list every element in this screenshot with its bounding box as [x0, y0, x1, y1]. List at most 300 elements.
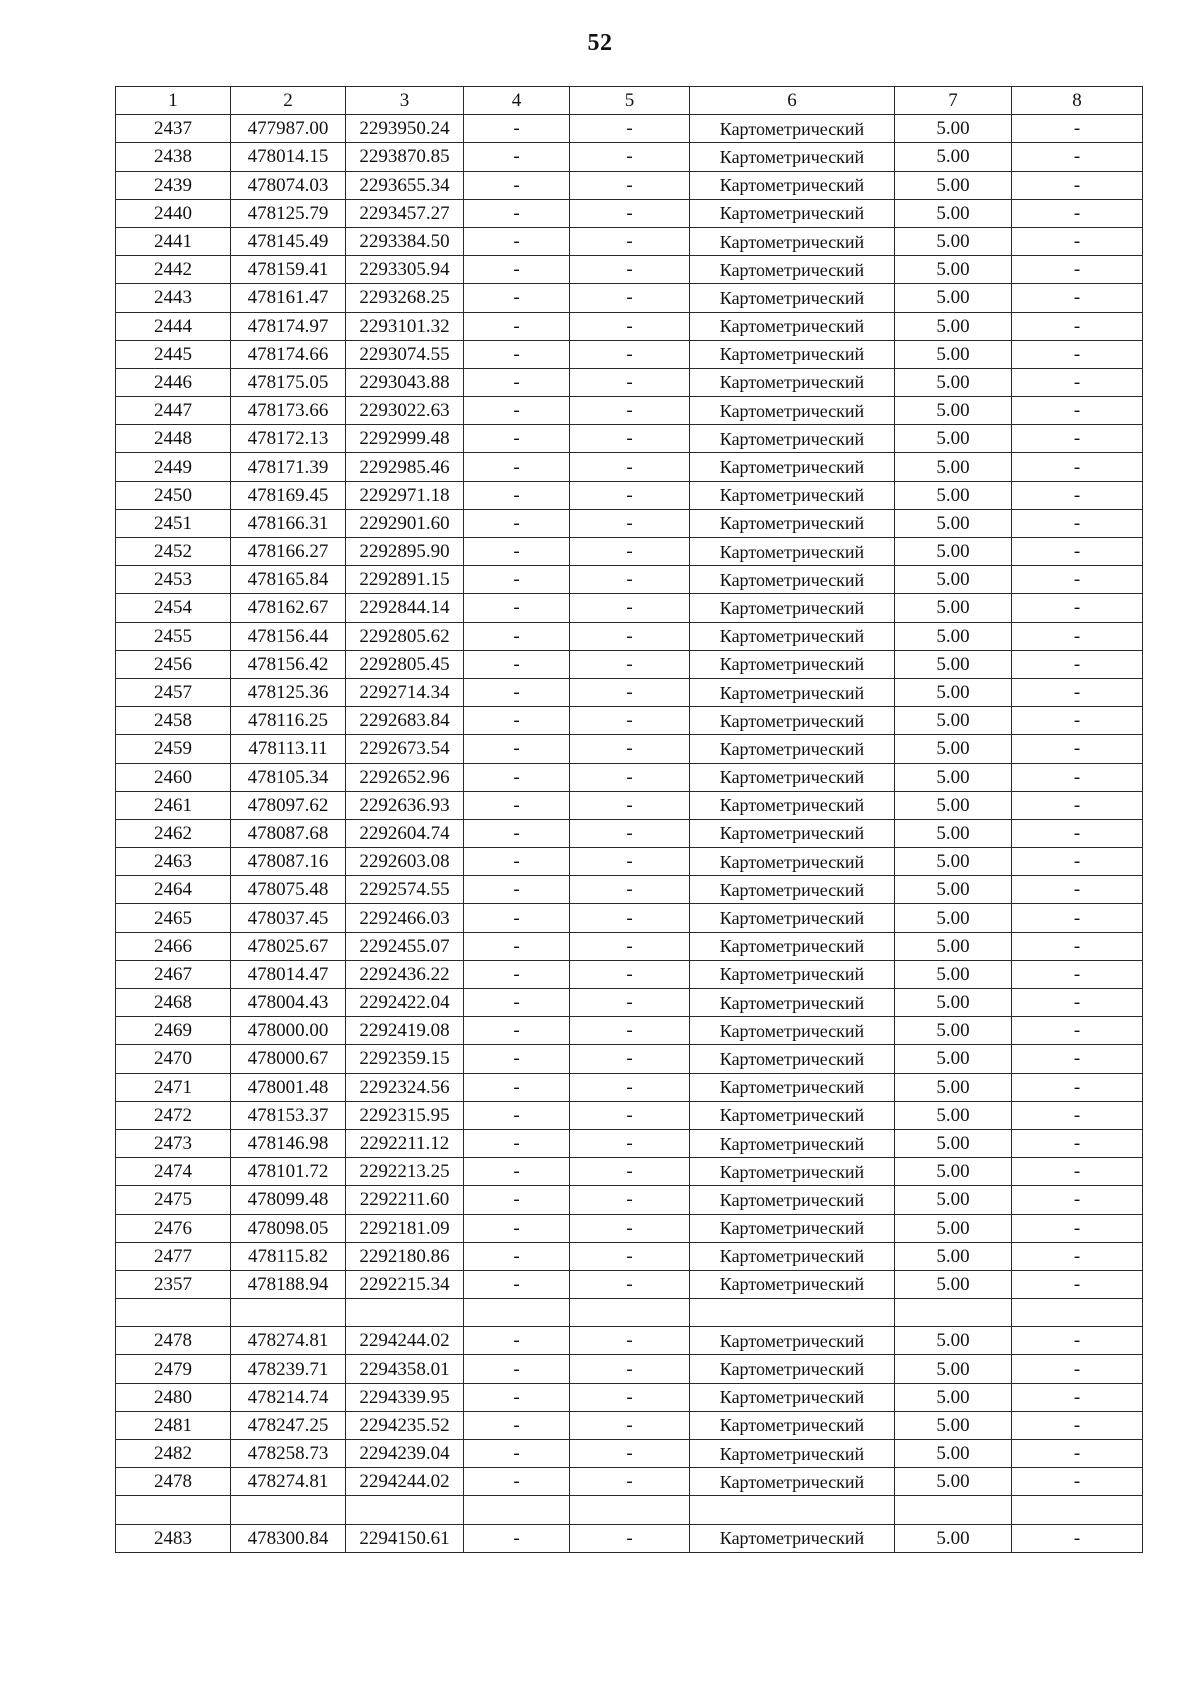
table-cell: 5.00 [895, 848, 1012, 876]
table-cell: 2292419.08 [346, 1017, 464, 1045]
table-cell: - [570, 1524, 690, 1552]
table-cell: 2293655.34 [346, 171, 464, 199]
table-cell: 5.00 [895, 312, 1012, 340]
table-row [116, 566, 1143, 594]
table-cell: 5.00 [895, 1524, 1012, 1552]
table-cell: - [570, 960, 690, 988]
table-cell: 5.00 [895, 368, 1012, 396]
table-cell: - [1012, 284, 1143, 312]
table-row [116, 1101, 1143, 1129]
table-cell: - [464, 481, 570, 509]
table-cell: - [464, 566, 570, 594]
table-cell: 2455 [116, 622, 231, 650]
column-header: 6 [690, 87, 895, 115]
table-cell: - [570, 1073, 690, 1101]
table-row [116, 904, 1143, 932]
table-cell: - [464, 1129, 570, 1157]
table-cell: - [1012, 538, 1143, 566]
table-cell: 478105.34 [231, 763, 346, 791]
table-cell: - [1012, 678, 1143, 706]
table-row [116, 1045, 1143, 1073]
table-cell: 5.00 [895, 256, 1012, 284]
table-cell: 478166.31 [231, 509, 346, 537]
table-cell: - [1012, 707, 1143, 735]
table-cell: 2470 [116, 1045, 231, 1073]
table-row [116, 1158, 1143, 1186]
table-cell: 2292999.48 [346, 425, 464, 453]
table-cell: 2482 [116, 1440, 231, 1468]
table-cell: 2464 [116, 876, 231, 904]
table-cell: 5.00 [895, 1355, 1012, 1383]
table-cell: 5.00 [895, 594, 1012, 622]
table-row [116, 932, 1143, 960]
table-cell: 478146.98 [231, 1129, 346, 1157]
table-cell: - [570, 1411, 690, 1439]
table-cell: 2293305.94 [346, 256, 464, 284]
table-cell: - [570, 227, 690, 255]
table-cell: 478014.47 [231, 960, 346, 988]
table-cell: 478037.45 [231, 904, 346, 932]
table-cell: Картометрический [690, 340, 895, 368]
table-cell: - [464, 1242, 570, 1270]
table-cell: Картометрический [690, 1242, 895, 1270]
table-cell: 2293268.25 [346, 284, 464, 312]
table-cell: 2292215.34 [346, 1270, 464, 1298]
table-cell: - [464, 763, 570, 791]
table-cell: - [570, 425, 690, 453]
table-cell: Картометрический [690, 1468, 895, 1496]
table-cell: - [464, 1383, 570, 1411]
table-cell: 478175.05 [231, 368, 346, 396]
table-cell: - [570, 1440, 690, 1468]
table-cell: 478172.13 [231, 425, 346, 453]
table-row [116, 312, 1143, 340]
table-cell: 5.00 [895, 115, 1012, 143]
table-cell: 2441 [116, 227, 231, 255]
table-row [116, 1327, 1143, 1355]
table-cell: - [1012, 622, 1143, 650]
table-cell: - [570, 1383, 690, 1411]
table-cell: - [464, 453, 570, 481]
table-row [116, 735, 1143, 763]
table-cell: - [464, 199, 570, 227]
table-cell: Картометрический [690, 989, 895, 1017]
table-cell: 5.00 [895, 199, 1012, 227]
table-cell: - [570, 312, 690, 340]
table-cell: 478165.84 [231, 566, 346, 594]
table-cell: 5.00 [895, 143, 1012, 171]
table-cell: 478125.79 [231, 199, 346, 227]
table-cell: - [570, 1214, 690, 1242]
table-cell: 2445 [116, 340, 231, 368]
table-cell: - [1012, 312, 1143, 340]
table-cell: Картометрический [690, 848, 895, 876]
table-cell: 2292673.54 [346, 735, 464, 763]
table-cell: - [570, 284, 690, 312]
table-cell: 2439 [116, 171, 231, 199]
table-row [116, 1411, 1143, 1439]
table-cell: 478156.44 [231, 622, 346, 650]
table-cell: 2462 [116, 819, 231, 847]
table-cell: - [464, 1158, 570, 1186]
table-cell: Картометрический [690, 1270, 895, 1298]
table-cell: - [570, 819, 690, 847]
table-cell: 5.00 [895, 932, 1012, 960]
table-cell: - [464, 1468, 570, 1496]
table-cell: - [1012, 791, 1143, 819]
table-cell: - [464, 1045, 570, 1073]
table-cell: - [570, 368, 690, 396]
table-cell: 2478 [116, 1327, 231, 1355]
table-cell: Картометрический [690, 481, 895, 509]
table-cell: 2292895.90 [346, 538, 464, 566]
table-cell [1012, 1496, 1143, 1524]
table-row [116, 1355, 1143, 1383]
table-cell: 2480 [116, 1383, 231, 1411]
table-row [116, 763, 1143, 791]
table-cell: - [570, 932, 690, 960]
table-cell: 478274.81 [231, 1327, 346, 1355]
table-cell: 2472 [116, 1101, 231, 1129]
table-cell: - [570, 1468, 690, 1496]
table-cell: 478174.66 [231, 340, 346, 368]
table-cell: 5.00 [895, 425, 1012, 453]
table-cell: Картометрический [690, 425, 895, 453]
table-cell: 2292714.34 [346, 678, 464, 706]
table-cell: - [570, 256, 690, 284]
table-cell: - [570, 904, 690, 932]
table-cell: 478075.48 [231, 876, 346, 904]
table-cell: - [570, 171, 690, 199]
table-row [116, 171, 1143, 199]
table-cell: 478116.25 [231, 707, 346, 735]
table-cell: - [1012, 1129, 1143, 1157]
table-cell: 2292901.60 [346, 509, 464, 537]
table-cell: 2294244.02 [346, 1468, 464, 1496]
table-cell: 2456 [116, 650, 231, 678]
table-cell: 2292636.93 [346, 791, 464, 819]
table-cell [231, 1496, 346, 1524]
table-cell: - [464, 1327, 570, 1355]
table-cell: Картометрический [690, 1383, 895, 1411]
table-cell: - [464, 115, 570, 143]
table-cell: - [1012, 1186, 1143, 1214]
coordinates-table [115, 86, 1143, 1553]
table-cell: - [1012, 989, 1143, 1017]
table-cell: - [464, 340, 570, 368]
table-cell: 2293457.27 [346, 199, 464, 227]
table-row [116, 819, 1143, 847]
table-cell: - [570, 143, 690, 171]
table-cell: 2292844.14 [346, 594, 464, 622]
table-cell: 5.00 [895, 791, 1012, 819]
table-cell: - [1012, 904, 1143, 932]
table-cell: Картометрический [690, 566, 895, 594]
table-row [116, 509, 1143, 537]
table-cell: - [570, 735, 690, 763]
table-row [116, 594, 1143, 622]
table-cell: - [464, 1101, 570, 1129]
table-cell: - [570, 678, 690, 706]
table-cell: - [1012, 1045, 1143, 1073]
table-cell: 478239.71 [231, 1355, 346, 1383]
table-cell: 478101.72 [231, 1158, 346, 1186]
table-cell: 2458 [116, 707, 231, 735]
table-cell: Картометрический [690, 876, 895, 904]
table-cell: 478001.48 [231, 1073, 346, 1101]
table-cell: 2292422.04 [346, 989, 464, 1017]
column-header: 1 [116, 87, 231, 115]
table-cell: - [464, 1355, 570, 1383]
table-cell: 478171.39 [231, 453, 346, 481]
table-cell: 2293022.63 [346, 397, 464, 425]
table-cell: 5.00 [895, 1411, 1012, 1439]
table-row [116, 622, 1143, 650]
table-cell: Картометрический [690, 1327, 895, 1355]
table-cell: - [464, 1270, 570, 1298]
table-row [116, 397, 1143, 425]
table-cell: 5.00 [895, 735, 1012, 763]
table-cell: - [1012, 594, 1143, 622]
table-cell: - [1012, 1355, 1143, 1383]
table-cell: - [464, 284, 570, 312]
table-cell: - [570, 566, 690, 594]
table-cell: - [464, 143, 570, 171]
table-row [116, 707, 1143, 735]
table-cell: 2454 [116, 594, 231, 622]
table-cell: 2293950.24 [346, 115, 464, 143]
table-row [116, 256, 1143, 284]
table-cell: 478014.15 [231, 143, 346, 171]
column-header: 8 [1012, 87, 1143, 115]
table-cell: - [1012, 1158, 1143, 1186]
table-cell: 2452 [116, 538, 231, 566]
table-cell: - [1012, 1524, 1143, 1552]
table-cell: 2292180.86 [346, 1242, 464, 1270]
table-cell: Картометрический [690, 1355, 895, 1383]
table-cell: 478156.42 [231, 650, 346, 678]
table-cell: - [570, 848, 690, 876]
table-cell: 5.00 [895, 566, 1012, 594]
table-cell: - [1012, 1242, 1143, 1270]
table-cell: 2449 [116, 453, 231, 481]
table-cell [346, 1496, 464, 1524]
table-cell: 5.00 [895, 538, 1012, 566]
table-row [116, 1242, 1143, 1270]
table-cell: - [1012, 199, 1143, 227]
table-row [116, 876, 1143, 904]
table-cell: - [1012, 1383, 1143, 1411]
table-cell: 2440 [116, 199, 231, 227]
table-row [116, 453, 1143, 481]
table-cell: - [570, 1186, 690, 1214]
table-cell: - [570, 340, 690, 368]
table-cell: Картометрический [690, 904, 895, 932]
table-cell: 2471 [116, 1073, 231, 1101]
table-cell: 478115.82 [231, 1242, 346, 1270]
table-cell: 2481 [116, 1411, 231, 1439]
table-cell: - [1012, 566, 1143, 594]
table-cell: - [570, 397, 690, 425]
table-cell: - [464, 425, 570, 453]
table-cell: Картометрический [690, 1158, 895, 1186]
table-cell: Картометрический [690, 171, 895, 199]
table-cell: 2444 [116, 312, 231, 340]
table-cell: 2292181.09 [346, 1214, 464, 1242]
table-cell: Картометрический [690, 1411, 895, 1439]
table-cell: Картометрический [690, 1129, 895, 1157]
table-cell: 2437 [116, 115, 231, 143]
table-cell: - [1012, 143, 1143, 171]
table-cell: - [1012, 397, 1143, 425]
table-cell: - [1012, 763, 1143, 791]
table-cell: - [1012, 256, 1143, 284]
table-cell: 5.00 [895, 397, 1012, 425]
table-row [116, 791, 1143, 819]
table-cell: - [1012, 876, 1143, 904]
table-row [116, 848, 1143, 876]
table-cell [895, 1299, 1012, 1327]
table-cell [464, 1299, 570, 1327]
table-cell: 5.00 [895, 678, 1012, 706]
table-cell: - [464, 735, 570, 763]
table-row [116, 1129, 1143, 1157]
table-cell: 478159.41 [231, 256, 346, 284]
table-cell: 2459 [116, 735, 231, 763]
table-cell [1012, 1299, 1143, 1327]
table-cell: - [570, 1355, 690, 1383]
table-cell: Картометрический [690, 199, 895, 227]
table-cell: 2292603.08 [346, 848, 464, 876]
table-cell: Картометрический [690, 368, 895, 396]
table-cell: - [464, 397, 570, 425]
table-cell: - [570, 1242, 690, 1270]
table-row [116, 989, 1143, 1017]
table-cell: 5.00 [895, 1101, 1012, 1129]
table-cell: 2294358.01 [346, 1355, 464, 1383]
table-cell: - [464, 256, 570, 284]
table-cell: - [464, 960, 570, 988]
table-cell: - [464, 932, 570, 960]
table-cell: 2477 [116, 1242, 231, 1270]
table-cell: - [570, 538, 690, 566]
table-cell: - [1012, 171, 1143, 199]
table-cell: - [464, 368, 570, 396]
table-cell: 2461 [116, 791, 231, 819]
table-cell: Картометрический [690, 707, 895, 735]
table-cell: 2357 [116, 1270, 231, 1298]
table-cell: 2453 [116, 566, 231, 594]
table-header-row [116, 87, 1143, 115]
table-cell: - [1012, 1440, 1143, 1468]
table-cell: 5.00 [895, 1158, 1012, 1186]
table-cell: 2292324.56 [346, 1073, 464, 1101]
table-cell: 2447 [116, 397, 231, 425]
table-cell: - [1012, 848, 1143, 876]
table-cell: 2442 [116, 256, 231, 284]
table-cell: - [464, 989, 570, 1017]
table-cell: - [464, 1186, 570, 1214]
table-cell: - [1012, 481, 1143, 509]
table-cell: Картометрический [690, 735, 895, 763]
table-row [116, 284, 1143, 312]
table-cell: 5.00 [895, 707, 1012, 735]
table-cell: - [1012, 1101, 1143, 1129]
table-cell: 478099.48 [231, 1186, 346, 1214]
table-cell: 2292971.18 [346, 481, 464, 509]
table-cell: - [570, 1101, 690, 1129]
table-cell: - [570, 481, 690, 509]
table-cell: 2466 [116, 932, 231, 960]
table-row [116, 1270, 1143, 1298]
table-cell: - [570, 1045, 690, 1073]
table-cell: - [1012, 227, 1143, 255]
table-cell: - [464, 312, 570, 340]
table-row [116, 1383, 1143, 1411]
table-cell: 2292891.15 [346, 566, 464, 594]
table-cell: Картометрический [690, 284, 895, 312]
table-cell: - [1012, 340, 1143, 368]
table-row [116, 1524, 1143, 1552]
table-cell: Картометрический [690, 791, 895, 819]
table-cell: - [464, 819, 570, 847]
table-cell [231, 1299, 346, 1327]
table-cell: Картометрический [690, 453, 895, 481]
table-cell: - [464, 848, 570, 876]
table-cell: - [1012, 453, 1143, 481]
table-row [116, 425, 1143, 453]
table-cell: 2292683.84 [346, 707, 464, 735]
table-cell [570, 1496, 690, 1524]
table-cell: 5.00 [895, 1270, 1012, 1298]
table-cell: 5.00 [895, 1017, 1012, 1045]
table-cell: 2463 [116, 848, 231, 876]
table-cell: 5.00 [895, 171, 1012, 199]
table-cell: 5.00 [895, 819, 1012, 847]
table-row [116, 143, 1143, 171]
table-cell: - [570, 650, 690, 678]
table-cell: 5.00 [895, 1129, 1012, 1157]
table-cell: 478025.67 [231, 932, 346, 960]
table-cell: 2438 [116, 143, 231, 171]
table-cell: - [1012, 1073, 1143, 1101]
table-cell: 5.00 [895, 876, 1012, 904]
table-cell: Картометрический [690, 115, 895, 143]
table-cell: - [464, 904, 570, 932]
column-header: 7 [895, 87, 1012, 115]
table-cell: 477987.00 [231, 115, 346, 143]
table-row [116, 1186, 1143, 1214]
table-cell: Картометрический [690, 1440, 895, 1468]
table-cell: Картометрический [690, 312, 895, 340]
table-cell: 2293043.88 [346, 368, 464, 396]
table-cell: - [1012, 1327, 1143, 1355]
column-header: 4 [464, 87, 570, 115]
table-cell: - [464, 1017, 570, 1045]
table-cell: 478153.37 [231, 1101, 346, 1129]
table-cell: 2292436.22 [346, 960, 464, 988]
table-row [116, 1496, 1143, 1524]
table-cell: 2293384.50 [346, 227, 464, 255]
table-cell: - [464, 650, 570, 678]
table-cell [690, 1496, 895, 1524]
table-row [116, 1468, 1143, 1496]
table-cell: - [464, 227, 570, 255]
table-cell: - [464, 876, 570, 904]
table-cell: - [1012, 960, 1143, 988]
table-cell: - [570, 622, 690, 650]
table-cell: 478162.67 [231, 594, 346, 622]
